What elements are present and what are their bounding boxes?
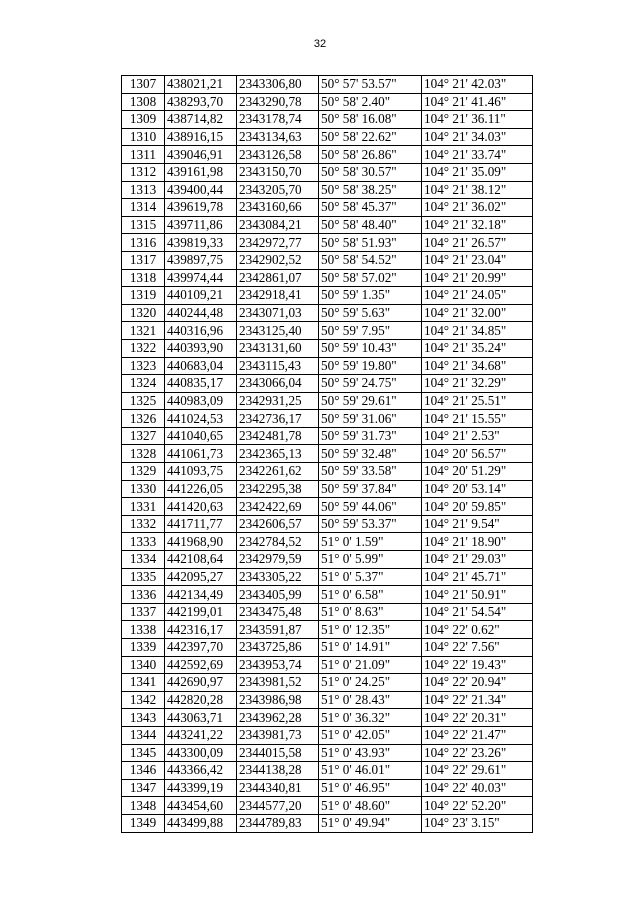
table-row	[122, 146, 533, 164]
latitude-cell: 50° 59' 44.06"	[319, 498, 422, 516]
x-coordinate-cell: 442134,49	[165, 586, 237, 604]
point-number-cell: 1338	[122, 621, 165, 639]
y-coordinate-cell: 2343115,43	[237, 357, 319, 375]
y-coordinate-cell: 2343981,52	[237, 674, 319, 692]
x-coordinate-cell: 442820,28	[165, 691, 237, 709]
y-coordinate-cell: 2343725,86	[237, 639, 319, 657]
latitude-cell: 50° 58' 57.02"	[319, 269, 422, 287]
point-number-cell: 1309	[122, 111, 165, 129]
longitude-cell: 104° 22' 0.62"	[422, 621, 533, 639]
point-number-cell: 1310	[122, 128, 165, 146]
longitude-cell: 104° 21' 34.85"	[422, 322, 533, 340]
table-row	[122, 287, 533, 305]
point-number-cell: 1321	[122, 322, 165, 340]
x-coordinate-cell: 443063,71	[165, 709, 237, 727]
point-number-cell: 1313	[122, 181, 165, 199]
table-row	[122, 304, 533, 322]
longitude-cell: 104° 20' 59.85"	[422, 498, 533, 516]
latitude-cell: 50° 59' 31.73"	[319, 427, 422, 445]
longitude-cell: 104° 21' 42.03"	[422, 76, 533, 94]
table-row	[122, 814, 533, 832]
longitude-cell: 104° 21' 9.54"	[422, 515, 533, 533]
x-coordinate-cell: 442108,64	[165, 551, 237, 569]
x-coordinate-cell: 443399,19	[165, 779, 237, 797]
point-number-cell: 1339	[122, 639, 165, 657]
point-number-cell: 1316	[122, 234, 165, 252]
latitude-cell: 50° 59' 7.95"	[319, 322, 422, 340]
point-number-cell: 1314	[122, 199, 165, 217]
latitude-cell: 50° 59' 32.48"	[319, 445, 422, 463]
point-number-cell: 1335	[122, 568, 165, 586]
longitude-cell: 104° 21' 54.54"	[422, 603, 533, 621]
longitude-cell: 104° 22' 21.34"	[422, 691, 533, 709]
x-coordinate-cell: 440683,04	[165, 357, 237, 375]
x-coordinate-cell: 440316,96	[165, 322, 237, 340]
x-coordinate-cell: 439161,98	[165, 163, 237, 181]
y-coordinate-cell: 2343125,40	[237, 322, 319, 340]
latitude-cell: 51° 0' 49.94"	[319, 814, 422, 832]
table-row	[122, 726, 533, 744]
longitude-cell: 104° 21' 45.71"	[422, 568, 533, 586]
table-row	[122, 251, 533, 269]
x-coordinate-cell: 443499,88	[165, 814, 237, 832]
table-row	[122, 515, 533, 533]
x-coordinate-cell: 441420,63	[165, 498, 237, 516]
x-coordinate-cell: 441226,05	[165, 480, 237, 498]
table-row	[122, 199, 533, 217]
longitude-cell: 104° 22' 23.26"	[422, 744, 533, 762]
x-coordinate-cell: 442592,69	[165, 656, 237, 674]
x-coordinate-cell: 443300,09	[165, 744, 237, 762]
y-coordinate-cell: 2342736,17	[237, 410, 319, 428]
x-coordinate-cell: 439819,33	[165, 234, 237, 252]
y-coordinate-cell: 2344340,81	[237, 779, 319, 797]
longitude-cell: 104° 22' 20.31"	[422, 709, 533, 727]
y-coordinate-cell: 2343986,98	[237, 691, 319, 709]
longitude-cell: 104° 22' 52.20"	[422, 797, 533, 815]
x-coordinate-cell: 442690,97	[165, 674, 237, 692]
point-number-cell: 1330	[122, 480, 165, 498]
y-coordinate-cell: 2343066,04	[237, 375, 319, 393]
y-coordinate-cell: 2342902,52	[237, 251, 319, 269]
point-number-cell: 1343	[122, 709, 165, 727]
latitude-cell: 50° 58' 51.93"	[319, 234, 422, 252]
coordinates-table	[121, 75, 533, 833]
point-number-cell: 1308	[122, 93, 165, 111]
x-coordinate-cell: 442095,27	[165, 568, 237, 586]
longitude-cell: 104° 22' 20.94"	[422, 674, 533, 692]
table-row	[122, 375, 533, 393]
x-coordinate-cell: 443454,60	[165, 797, 237, 815]
latitude-cell: 51° 0' 14.91"	[319, 639, 422, 657]
y-coordinate-cell: 2343131,60	[237, 339, 319, 357]
table-row	[122, 498, 533, 516]
point-number-cell: 1336	[122, 586, 165, 604]
longitude-cell: 104° 21' 35.09"	[422, 163, 533, 181]
point-number-cell: 1326	[122, 410, 165, 428]
table-row	[122, 621, 533, 639]
table-row	[122, 410, 533, 428]
page-number: 32	[313, 38, 327, 50]
point-number-cell: 1311	[122, 146, 165, 164]
y-coordinate-cell: 2343405,99	[237, 586, 319, 604]
point-number-cell: 1317	[122, 251, 165, 269]
y-coordinate-cell: 2342261,62	[237, 463, 319, 481]
y-coordinate-cell: 2344015,58	[237, 744, 319, 762]
latitude-cell: 50° 58' 2.40"	[319, 93, 422, 111]
table-row	[122, 445, 533, 463]
x-coordinate-cell: 439974,44	[165, 269, 237, 287]
latitude-cell: 51° 0' 43.93"	[319, 744, 422, 762]
point-number-cell: 1331	[122, 498, 165, 516]
point-number-cell: 1319	[122, 287, 165, 305]
table-row	[122, 744, 533, 762]
table-row	[122, 339, 533, 357]
table-row	[122, 76, 533, 94]
longitude-cell: 104° 21' 33.74"	[422, 146, 533, 164]
x-coordinate-cell: 441093,75	[165, 463, 237, 481]
y-coordinate-cell: 2343178,74	[237, 111, 319, 129]
latitude-cell: 50° 59' 33.58"	[319, 463, 422, 481]
longitude-cell: 104° 22' 19.43"	[422, 656, 533, 674]
x-coordinate-cell: 440244,48	[165, 304, 237, 322]
latitude-cell: 50° 59' 37.84"	[319, 480, 422, 498]
y-coordinate-cell: 2344789,83	[237, 814, 319, 832]
longitude-cell: 104° 21' 34.03"	[422, 128, 533, 146]
longitude-cell: 104° 21' 32.29"	[422, 375, 533, 393]
longitude-cell: 104° 21' 23.04"	[422, 251, 533, 269]
x-coordinate-cell: 439711,86	[165, 216, 237, 234]
y-coordinate-cell: 2343134,63	[237, 128, 319, 146]
point-number-cell: 1318	[122, 269, 165, 287]
y-coordinate-cell: 2342918,41	[237, 287, 319, 305]
longitude-cell: 104° 21' 35.24"	[422, 339, 533, 357]
latitude-cell: 50° 59' 5.63"	[319, 304, 422, 322]
table-row	[122, 674, 533, 692]
point-number-cell: 1307	[122, 76, 165, 94]
x-coordinate-cell: 441024,53	[165, 410, 237, 428]
longitude-cell: 104° 21' 2.53"	[422, 427, 533, 445]
x-coordinate-cell: 439897,75	[165, 251, 237, 269]
point-number-cell: 1332	[122, 515, 165, 533]
longitude-cell: 104° 21' 20.99"	[422, 269, 533, 287]
latitude-cell: 51° 0' 28.43"	[319, 691, 422, 709]
point-number-cell: 1327	[122, 427, 165, 445]
table-row	[122, 568, 533, 586]
longitude-cell: 104° 21' 25.51"	[422, 392, 533, 410]
x-coordinate-cell: 443366,42	[165, 762, 237, 780]
y-coordinate-cell: 2342481,78	[237, 427, 319, 445]
x-coordinate-cell: 438293,70	[165, 93, 237, 111]
table-row	[122, 797, 533, 815]
latitude-cell: 51° 0' 8.63"	[319, 603, 422, 621]
x-coordinate-cell: 440393,90	[165, 339, 237, 357]
y-coordinate-cell: 2343305,22	[237, 568, 319, 586]
y-coordinate-cell: 2343962,28	[237, 709, 319, 727]
table-row	[122, 691, 533, 709]
y-coordinate-cell: 2342972,77	[237, 234, 319, 252]
point-number-cell: 1312	[122, 163, 165, 181]
x-coordinate-cell: 442199,01	[165, 603, 237, 621]
point-number-cell: 1325	[122, 392, 165, 410]
y-coordinate-cell: 2342606,57	[237, 515, 319, 533]
table-row	[122, 269, 533, 287]
coordinates-table-body	[122, 76, 533, 833]
longitude-cell: 104° 21' 32.00"	[422, 304, 533, 322]
point-number-cell: 1347	[122, 779, 165, 797]
y-coordinate-cell: 2343306,80	[237, 76, 319, 94]
point-number-cell: 1340	[122, 656, 165, 674]
table-row	[122, 709, 533, 727]
latitude-cell: 50° 59' 1.35"	[319, 287, 422, 305]
point-number-cell: 1349	[122, 814, 165, 832]
point-number-cell: 1323	[122, 357, 165, 375]
y-coordinate-cell: 2342784,52	[237, 533, 319, 551]
longitude-cell: 104° 21' 36.11"	[422, 111, 533, 129]
x-coordinate-cell: 441040,65	[165, 427, 237, 445]
longitude-cell: 104° 21' 38.12"	[422, 181, 533, 199]
latitude-cell: 50° 57' 53.57"	[319, 76, 422, 94]
table-row	[122, 762, 533, 780]
longitude-cell: 104° 21' 18.90"	[422, 533, 533, 551]
latitude-cell: 51° 0' 5.37"	[319, 568, 422, 586]
y-coordinate-cell: 2342931,25	[237, 392, 319, 410]
x-coordinate-cell: 438714,82	[165, 111, 237, 129]
longitude-cell: 104° 20' 51.29"	[422, 463, 533, 481]
latitude-cell: 51° 0' 6.58"	[319, 586, 422, 604]
point-number-cell: 1342	[122, 691, 165, 709]
latitude-cell: 51° 0' 12.35"	[319, 621, 422, 639]
latitude-cell: 51° 0' 5.99"	[319, 551, 422, 569]
longitude-cell: 104° 21' 50.91"	[422, 586, 533, 604]
x-coordinate-cell: 439046,91	[165, 146, 237, 164]
table-row	[122, 93, 533, 111]
x-coordinate-cell: 442316,17	[165, 621, 237, 639]
longitude-cell: 104° 21' 41.46"	[422, 93, 533, 111]
x-coordinate-cell: 438916,15	[165, 128, 237, 146]
longitude-cell: 104° 22' 40.03"	[422, 779, 533, 797]
latitude-cell: 50° 58' 26.86"	[319, 146, 422, 164]
latitude-cell: 50° 58' 38.25"	[319, 181, 422, 199]
table-row	[122, 586, 533, 604]
x-coordinate-cell: 439400,44	[165, 181, 237, 199]
latitude-cell: 50° 59' 29.61"	[319, 392, 422, 410]
x-coordinate-cell: 439619,78	[165, 199, 237, 217]
table-row	[122, 128, 533, 146]
longitude-cell: 104° 21' 29.03"	[422, 551, 533, 569]
table-row	[122, 551, 533, 569]
longitude-cell: 104° 21' 26.57"	[422, 234, 533, 252]
table-row	[122, 357, 533, 375]
latitude-cell: 50° 58' 54.52"	[319, 251, 422, 269]
point-number-cell: 1345	[122, 744, 165, 762]
table-row	[122, 181, 533, 199]
point-number-cell: 1329	[122, 463, 165, 481]
y-coordinate-cell: 2342295,38	[237, 480, 319, 498]
x-coordinate-cell: 440835,17	[165, 375, 237, 393]
table-row	[122, 216, 533, 234]
y-coordinate-cell: 2344577,20	[237, 797, 319, 815]
table-row	[122, 427, 533, 445]
y-coordinate-cell: 2342365,13	[237, 445, 319, 463]
x-coordinate-cell: 438021,21	[165, 76, 237, 94]
latitude-cell: 51° 0' 1.59"	[319, 533, 422, 551]
longitude-cell: 104° 21' 32.18"	[422, 216, 533, 234]
x-coordinate-cell: 441711,77	[165, 515, 237, 533]
y-coordinate-cell: 2342422,69	[237, 498, 319, 516]
point-number-cell: 1320	[122, 304, 165, 322]
latitude-cell: 51° 0' 46.95"	[319, 779, 422, 797]
table-row	[122, 322, 533, 340]
point-number-cell: 1333	[122, 533, 165, 551]
point-number-cell: 1346	[122, 762, 165, 780]
table-row	[122, 463, 533, 481]
y-coordinate-cell: 2343071,03	[237, 304, 319, 322]
point-number-cell: 1324	[122, 375, 165, 393]
table-row	[122, 656, 533, 674]
longitude-cell: 104° 21' 15.55"	[422, 410, 533, 428]
point-number-cell: 1315	[122, 216, 165, 234]
x-coordinate-cell: 443241,22	[165, 726, 237, 744]
y-coordinate-cell: 2343475,48	[237, 603, 319, 621]
y-coordinate-cell: 2343150,70	[237, 163, 319, 181]
latitude-cell: 50° 59' 53.37"	[319, 515, 422, 533]
y-coordinate-cell: 2343160,66	[237, 199, 319, 217]
latitude-cell: 50° 58' 16.08"	[319, 111, 422, 129]
latitude-cell: 51° 0' 42.05"	[319, 726, 422, 744]
longitude-cell: 104° 21' 36.02"	[422, 199, 533, 217]
y-coordinate-cell: 2343290,78	[237, 93, 319, 111]
point-number-cell: 1348	[122, 797, 165, 815]
latitude-cell: 50° 59' 10.43"	[319, 339, 422, 357]
latitude-cell: 51° 0' 24.25"	[319, 674, 422, 692]
longitude-cell: 104° 22' 7.56"	[422, 639, 533, 657]
longitude-cell: 104° 22' 29.61"	[422, 762, 533, 780]
longitude-cell: 104° 22' 21.47"	[422, 726, 533, 744]
point-number-cell: 1344	[122, 726, 165, 744]
table-row	[122, 163, 533, 181]
y-coordinate-cell: 2343981,73	[237, 726, 319, 744]
latitude-cell: 51° 0' 48.60"	[319, 797, 422, 815]
point-number-cell: 1341	[122, 674, 165, 692]
latitude-cell: 51° 0' 46.01"	[319, 762, 422, 780]
point-number-cell: 1328	[122, 445, 165, 463]
table-row	[122, 533, 533, 551]
y-coordinate-cell: 2343205,70	[237, 181, 319, 199]
x-coordinate-cell: 440109,21	[165, 287, 237, 305]
x-coordinate-cell: 442397,70	[165, 639, 237, 657]
y-coordinate-cell: 2343126,58	[237, 146, 319, 164]
latitude-cell: 50° 59' 31.06"	[319, 410, 422, 428]
x-coordinate-cell: 441968,90	[165, 533, 237, 551]
table-row	[122, 234, 533, 252]
y-coordinate-cell: 2342861,07	[237, 269, 319, 287]
latitude-cell: 50° 58' 45.37"	[319, 199, 422, 217]
longitude-cell: 104° 21' 34.68"	[422, 357, 533, 375]
y-coordinate-cell: 2344138,28	[237, 762, 319, 780]
latitude-cell: 50° 58' 22.62"	[319, 128, 422, 146]
latitude-cell: 51° 0' 21.09"	[319, 656, 422, 674]
longitude-cell: 104° 20' 56.57"	[422, 445, 533, 463]
table-row	[122, 392, 533, 410]
x-coordinate-cell: 441061,73	[165, 445, 237, 463]
table-row	[122, 480, 533, 498]
table-row	[122, 603, 533, 621]
y-coordinate-cell: 2343591,87	[237, 621, 319, 639]
point-number-cell: 1322	[122, 339, 165, 357]
point-number-cell: 1334	[122, 551, 165, 569]
latitude-cell: 50° 59' 24.75"	[319, 375, 422, 393]
y-coordinate-cell: 2343953,74	[237, 656, 319, 674]
latitude-cell: 50° 58' 30.57"	[319, 163, 422, 181]
latitude-cell: 50° 59' 19.80"	[319, 357, 422, 375]
table-row	[122, 639, 533, 657]
y-coordinate-cell: 2343084,21	[237, 216, 319, 234]
table-row	[122, 111, 533, 129]
point-number-cell: 1337	[122, 603, 165, 621]
longitude-cell: 104° 20' 53.14"	[422, 480, 533, 498]
x-coordinate-cell: 440983,09	[165, 392, 237, 410]
table-row	[122, 779, 533, 797]
y-coordinate-cell: 2342979,59	[237, 551, 319, 569]
latitude-cell: 51° 0' 36.32"	[319, 709, 422, 727]
latitude-cell: 50° 58' 48.40"	[319, 216, 422, 234]
longitude-cell: 104° 23' 3.15"	[422, 814, 533, 832]
longitude-cell: 104° 21' 24.05"	[422, 287, 533, 305]
